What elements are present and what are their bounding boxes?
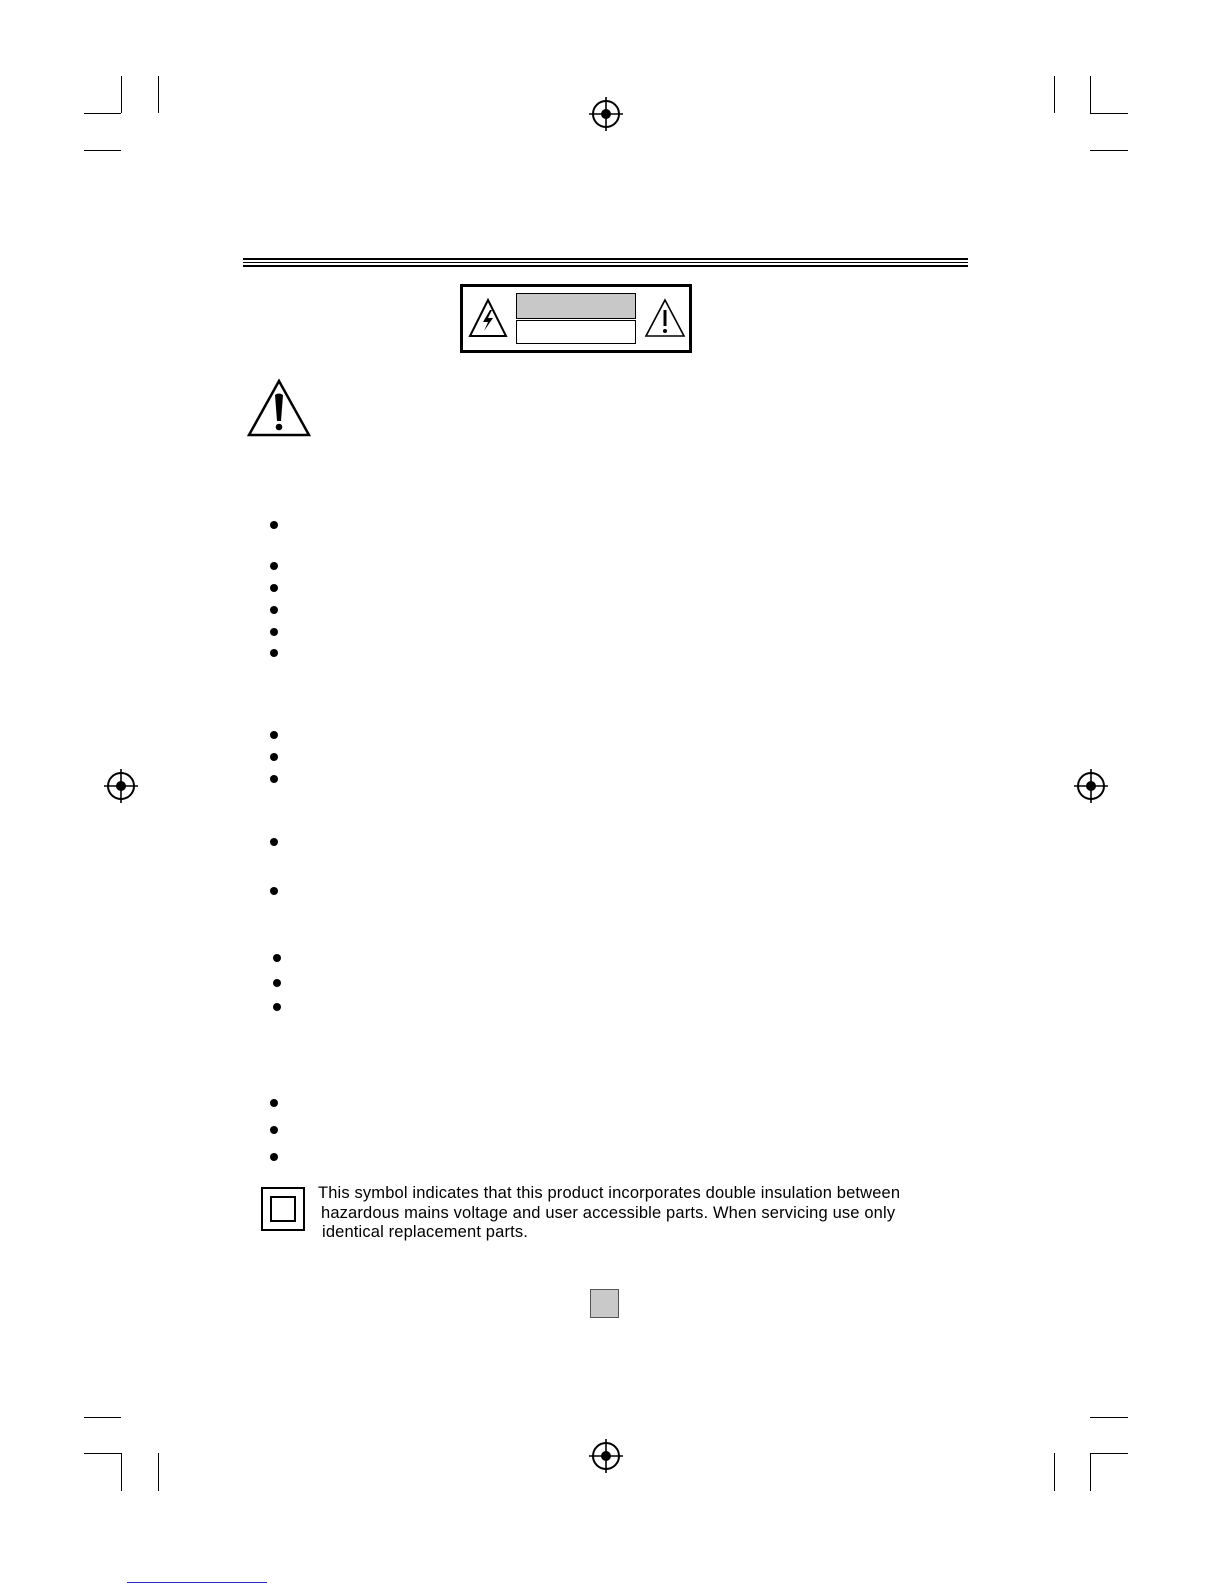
page-number-box xyxy=(590,1289,619,1318)
list-bullet xyxy=(270,1153,278,1161)
registration-mark-bottom-icon xyxy=(588,1438,624,1474)
registration-mark-right-icon xyxy=(1073,768,1109,804)
list-bullet xyxy=(270,838,278,846)
notice-line-1: This symbol indicates that this product incorporates double insulation between xyxy=(318,1184,901,1202)
label-band-top xyxy=(516,293,636,319)
double-insulation-notice xyxy=(318,1184,978,1243)
list-bullet xyxy=(270,649,278,657)
list-bullet xyxy=(273,979,281,987)
list-bullet xyxy=(270,628,278,636)
list-bullet xyxy=(270,887,278,895)
list-bullet xyxy=(270,1126,278,1134)
double-square-icon xyxy=(261,1187,305,1231)
registration-mark-top-icon xyxy=(588,96,624,132)
registration-mark-left-icon xyxy=(103,768,139,804)
label-band-bottom xyxy=(516,320,636,344)
list-bullet xyxy=(270,1099,278,1107)
list-bullet xyxy=(270,562,278,570)
notice-line-2: hazardous mains voltage and user accessible parts. When servicing use only xyxy=(321,1203,896,1222)
list-bullet xyxy=(273,1003,281,1011)
list-bullet xyxy=(270,584,278,592)
lightning-triangle-icon xyxy=(468,297,508,339)
exclamation-triangle-small-icon xyxy=(643,297,687,339)
list-bullet xyxy=(270,731,278,739)
header-rule xyxy=(243,258,968,268)
list-bullet xyxy=(270,775,278,783)
list-bullet xyxy=(273,954,281,962)
footer-link-underline[interactable] xyxy=(127,1582,267,1583)
exclamation-triangle-icon xyxy=(246,377,312,439)
list-bullet xyxy=(270,753,278,761)
caution-label xyxy=(460,284,692,353)
notice-line-3: identical replacement parts. xyxy=(322,1223,528,1241)
list-bullet xyxy=(270,521,278,529)
list-bullet xyxy=(270,606,278,614)
